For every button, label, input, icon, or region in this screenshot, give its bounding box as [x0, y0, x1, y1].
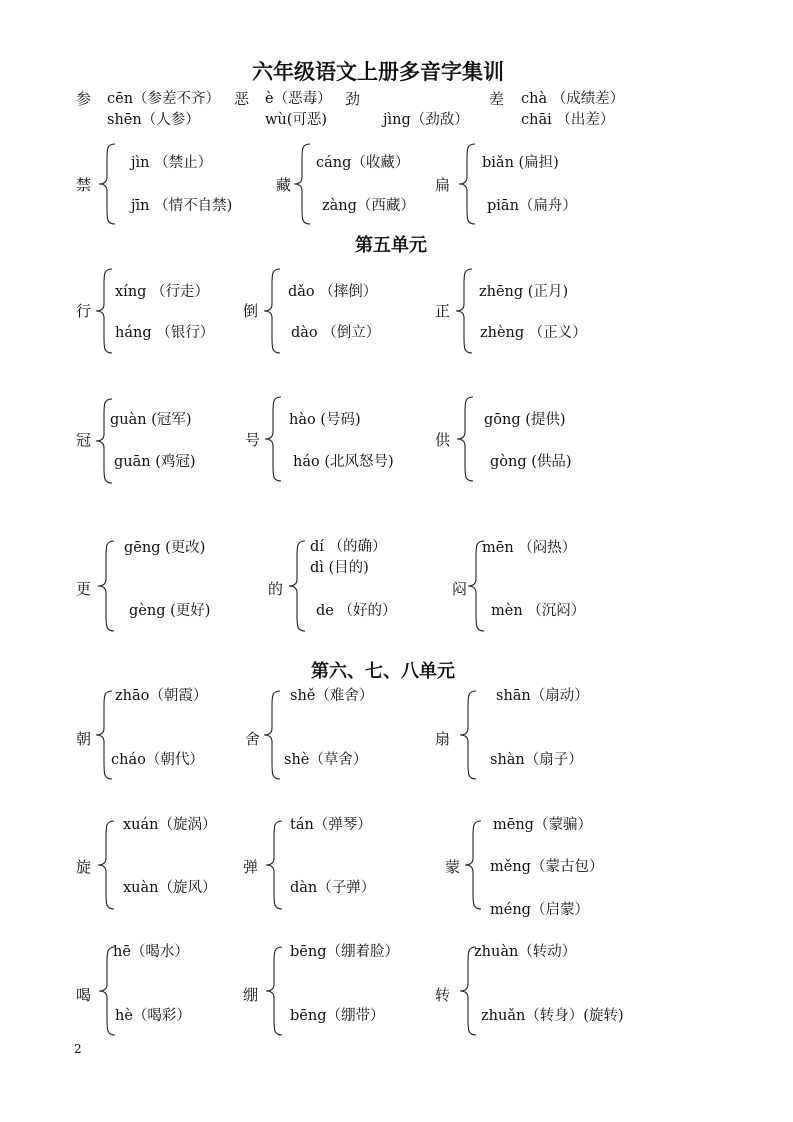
char-shan: 扇 [435, 730, 451, 748]
char-bian: 扁 [435, 176, 451, 194]
char-zang: 藏 [276, 176, 292, 194]
reading: gèng (更好) [129, 603, 211, 619]
brace [94, 268, 116, 354]
reading: zhuàn（转动） [474, 944, 577, 960]
reading: mēn （闷热） [482, 540, 577, 556]
reading: méng（启蒙） [490, 902, 589, 918]
brace [263, 396, 285, 482]
reading: guān (鸡冠) [114, 454, 196, 470]
reading-can-1: cēn（参差不齐） [107, 91, 221, 107]
reading: zhuǎn（转身）(旋转) [481, 1008, 624, 1024]
char-dao: 倒 [243, 302, 259, 320]
page-number: 2 [74, 1042, 82, 1056]
char-xing: 行 [76, 302, 92, 320]
reading: hè（喝彩） [115, 1008, 191, 1024]
reading: mèn （沉闷） [491, 603, 586, 619]
char-e: 恶 [234, 90, 250, 108]
brace [94, 398, 116, 484]
reading: shè（草舍） [284, 752, 368, 768]
brace [287, 540, 309, 632]
brace [97, 143, 119, 225]
reading: háng （银行） [115, 325, 215, 341]
reading: měng（蒙古包） [490, 859, 604, 875]
reading: de （好的） [316, 603, 397, 619]
char-meng: 蒙 [445, 858, 461, 876]
brace [262, 690, 284, 780]
reading: guàn (冠军) [110, 412, 192, 428]
reading: jìn （禁止） [131, 155, 213, 171]
reading: jīn （情不自禁) [131, 198, 233, 214]
reading-cha-2: chāi （出差） [521, 112, 615, 128]
char-geng: 更 [76, 580, 92, 598]
reading: tán（弹琴） [290, 817, 372, 833]
brace [264, 820, 286, 910]
char-men: 闷 [452, 580, 468, 598]
reading: xíng （行走） [115, 284, 210, 300]
reading: dì (目的) [310, 560, 369, 576]
reading: gòng (供品) [490, 454, 572, 470]
reading-e-2: wù(可恶) [265, 112, 328, 128]
char-jinzhi: 禁 [76, 176, 92, 194]
char-jin: 劲 [345, 90, 361, 108]
reading: gōng (提供) [484, 412, 566, 428]
section-heading: 第六、七、八单元 [311, 661, 455, 682]
char-cha: 差 [489, 90, 505, 108]
brace [458, 690, 480, 780]
brace [455, 396, 477, 482]
char-chao: 朝 [76, 730, 92, 748]
reading: hē（喝水） [113, 944, 189, 960]
reading: xuàn（旋风） [123, 880, 217, 896]
reading: dào （倒立） [291, 325, 381, 341]
reading: bēng（绷带） [290, 1008, 385, 1024]
reading-can-2: shēn（人参） [107, 112, 200, 128]
page-title: 六年级语文上册多音字集训 [252, 59, 504, 84]
reading: dǎo （摔倒） [288, 284, 378, 300]
brace [96, 540, 118, 632]
reading: bēng（绷着脸） [290, 944, 399, 960]
reading: zàng（西藏） [322, 198, 415, 214]
char-hao: 号 [245, 431, 261, 449]
char-can: 参 [76, 90, 92, 108]
reading: gēng (更改) [124, 540, 206, 556]
reading: zhēng (正月) [479, 284, 569, 300]
reading: dí （的确） [310, 539, 387, 555]
char-zheng: 正 [435, 302, 451, 320]
reading: zhèng （正义） [480, 325, 587, 341]
section-heading: 第五单元 [355, 235, 427, 256]
reading: piān（扁舟） [487, 198, 577, 214]
brace [454, 268, 476, 354]
char-gong: 供 [435, 431, 451, 449]
reading: shě（难舍） [290, 688, 374, 704]
char-zhuan: 转 [435, 986, 451, 1004]
brace [457, 143, 479, 225]
reading-cha-1: chà （成绩差） [521, 91, 625, 107]
char-guan: 冠 [76, 431, 92, 449]
reading-e-1: è（恶毒） [265, 91, 332, 107]
reading: shān（扇动） [496, 688, 589, 704]
char-he: 喝 [76, 986, 92, 1004]
reading: shàn（扇子） [490, 752, 583, 768]
char-beng: 绷 [243, 986, 259, 1004]
char-dan: 弹 [243, 858, 259, 876]
brace [262, 268, 284, 354]
char-she: 舍 [245, 730, 261, 748]
reading: xuán（旋涡） [123, 817, 217, 833]
reading: hào (号码) [289, 412, 361, 428]
reading: dàn（子弹） [290, 880, 376, 896]
brace [463, 820, 485, 910]
reading: mēng（蒙骗） [493, 817, 592, 833]
brace [264, 946, 286, 1036]
reading: biǎn (扁担) [482, 155, 559, 171]
reading-jin-2: jìng（劲敌） [383, 112, 469, 128]
reading: zhāo（朝霞） [115, 688, 208, 704]
reading: cáng（收藏） [316, 155, 410, 171]
brace [292, 143, 314, 225]
char-de: 的 [268, 580, 284, 598]
reading: háo (北风怒号) [293, 454, 394, 470]
char-xuan: 旋 [76, 858, 92, 876]
reading: cháo（朝代） [111, 752, 204, 768]
brace [96, 820, 118, 910]
